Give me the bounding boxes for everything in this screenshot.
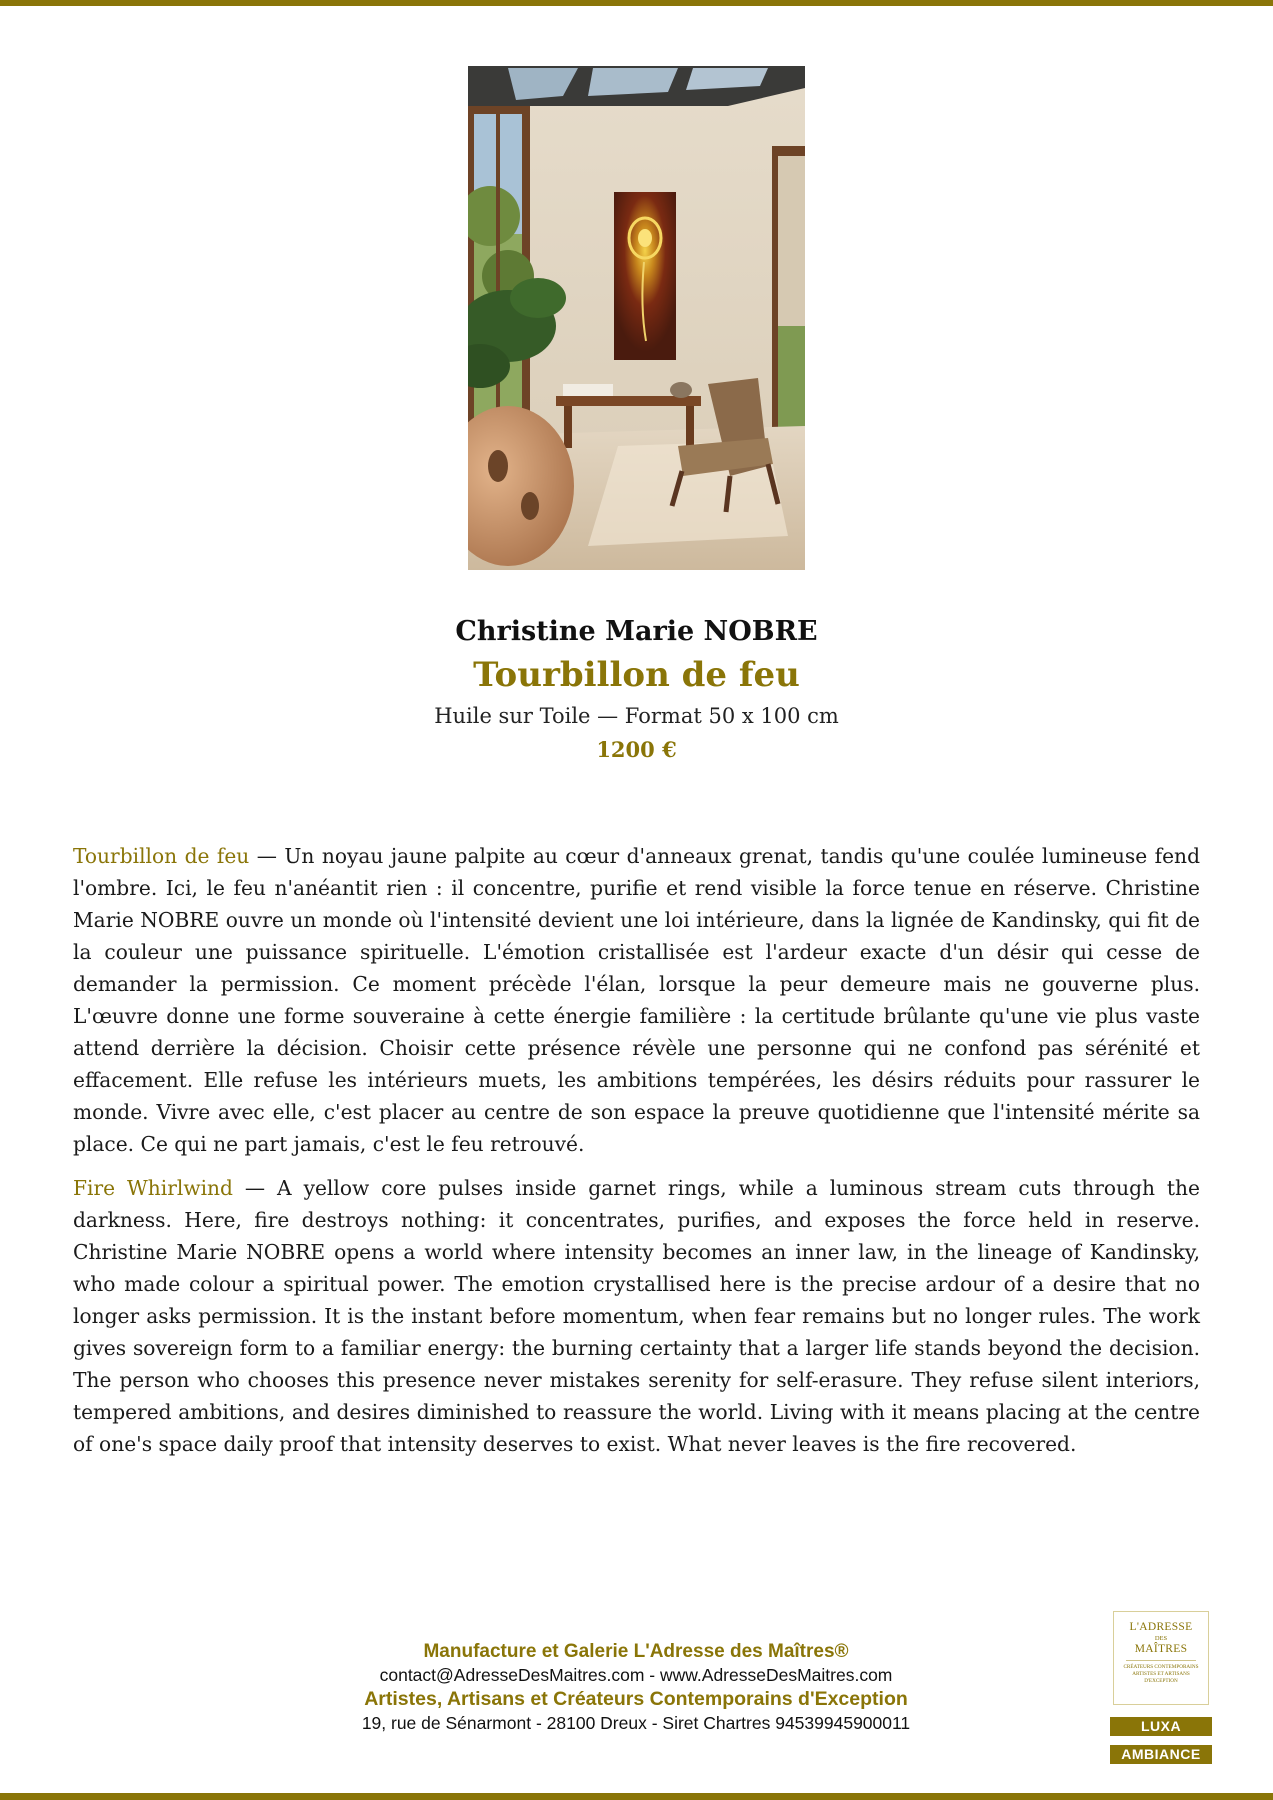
artwork-header: [0, 612, 1273, 766]
artwork-medium: Huile sur Toile — Format 50 x 100 cm: [434, 704, 839, 728]
description-french-text: — Un noyau jaune palpite au cœur d'anneaux grenat, tandis qu'une coulée lumineuse fend l'ombre. Ici, le feu n'anéantit rien : il concentre, purifie et rend visible la force tenue en réserve. Christine Marie NOBRE ouvre un monde où l'intensité devient une loi intérieure, dans la lignée de Kandinsky, qui fit de la couleur une puissance spirituelle. L'émotion cristallisée est l'ardeur exacte d'un désir qui cesse de demander la permission. Ce moment précède l'élan, lorsque la peur demeure mais ne gouverne plus. L'œuvre donne une forme souveraine à cette énergie familière : la certitude brûlante qu'une vie plus vaste attend derrière la décision. Choisir cette présence révèle une personne qui ne confond pas sérénité et effacement. Elle refuse les intérieurs muets, les ambitions tempérées, les désirs réduits pour rassurer le monde. Vivre avec elle, c'est placer au centre de son espace la preuve quotidienne que l'intensité mérite sa place. Ce qui ne part jamais, c'est le feu retrouvé.: [73, 844, 1200, 1156]
logo-line-2: DES: [1154, 1635, 1168, 1642]
ambiance-badge: AMBIANCE: [1110, 1745, 1212, 1764]
gallery-logo: [1113, 1611, 1209, 1705]
description-french-lead: Tourbillon de feu: [73, 844, 250, 868]
bottom-accent-bar: [0, 1793, 1273, 1800]
description-english-lead: Fire Whirlwind: [73, 1176, 233, 1200]
logo-line-3: MAÎTRES: [1134, 1643, 1188, 1655]
logo-divider: [1126, 1660, 1196, 1661]
footer-tagline: Artistes, Artisans et Créateurs Contemporains d'Exception: [364, 1688, 908, 1710]
logo-line-1: L'ADRESSE: [1129, 1621, 1193, 1633]
artist-name: Christine Marie NOBRE: [455, 616, 818, 647]
footer-company: Manufacture et Galerie L'Adresse des Maîtres®: [423, 1641, 849, 1662]
footer-address: 19, rue de Sénarmont - 28100 Dreux - Siret Chartres 94539945900011: [361, 1713, 911, 1733]
artwork-price: 1200 €: [596, 737, 677, 762]
artwork-title: Tourbillon de feu: [473, 655, 800, 695]
logo-line-4: CRÉATEURS CONTEMPORAINS ARTISTES ET ARTISANS D'EXCEPTION: [1123, 1664, 1199, 1684]
footer-contact: contact@AdresseDesMaitres.com - www.AdresseDesMaitres.com: [379, 1665, 893, 1685]
top-accent-bar: [0, 0, 1273, 6]
footer: [230, 1640, 1042, 1735]
luxa-badge: LUXA: [1110, 1717, 1212, 1736]
description-english: [73, 1172, 1200, 1460]
description-english-text: — A yellow core pulses inside garnet rings, while a luminous stream cuts through the darkness. Here, fire destroys nothing: it concentrates, purifies, and exposes the force held in reserve. Christine Marie NOBRE opens a world where intensity becomes an inner law, in the lineage of Kandinsky, who made colour a spiritual power. The emotion crystallised here is the precise ardour of a desire that no longer asks permission. It is the instant before momentum, when fear remains but no longer rules. The work gives sovereign form to a familiar energy: the burning certainty that a larger life stands beyond the decision. The person who chooses this presence never mistakes serenity for self-erasure. They refuse silent interiors, tempered ambitions, and desires diminished to reassure the world. Living with it means placing at the centre of one's space daily proof that intensity deserves to exist. What never leaves is the fire recovered.: [73, 1176, 1200, 1456]
artwork-description: [73, 840, 1200, 1472]
artwork-room-photo: [468, 66, 805, 570]
description-french: [73, 840, 1200, 1160]
